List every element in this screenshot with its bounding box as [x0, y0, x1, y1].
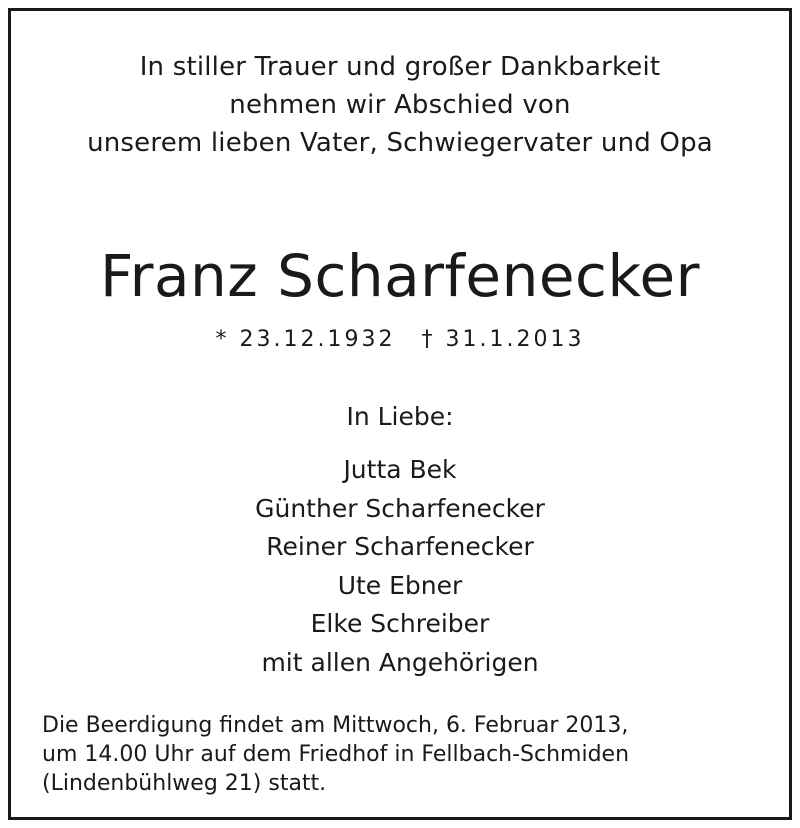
funeral-line: (Lindenbühlweg 21) statt. [42, 771, 327, 796]
family-member: mit allen Angehörigen [261, 647, 539, 677]
intro-line: unserem lieben Vater, Schwiegervater und Opa [87, 128, 713, 158]
life-dates [0, 322, 800, 358]
intro-line: In stiller Trauer und großer Dankbarkeit [139, 52, 661, 82]
birth-date: * 23.12.1932 [215, 327, 396, 352]
family-member: Reiner Scharfenecker [266, 532, 534, 562]
family-member: Ute Ebner [337, 570, 463, 600]
death-date: † 31.1.2013 [421, 327, 585, 352]
funeral-line: um 14.00 Uhr auf dem Friedhof in Fellbach-Schmiden [42, 742, 630, 767]
deceased-name: Franz Scharfenecker [99, 242, 700, 310]
intro-text [0, 48, 800, 162]
family-member: Günther Scharfenecker [255, 493, 545, 523]
funeral-info [42, 711, 762, 798]
funeral-line: Die Beerdigung findet am Mittwoch, 6. Februar 2013, [42, 713, 629, 738]
family-member: Jutta Bek [343, 455, 457, 484]
intro-line: nehmen wir Abschied von [229, 90, 571, 120]
family-label: In Liebe: [346, 402, 454, 431]
family-list [0, 451, 800, 683]
family-member: Elke Schreiber [310, 609, 490, 639]
